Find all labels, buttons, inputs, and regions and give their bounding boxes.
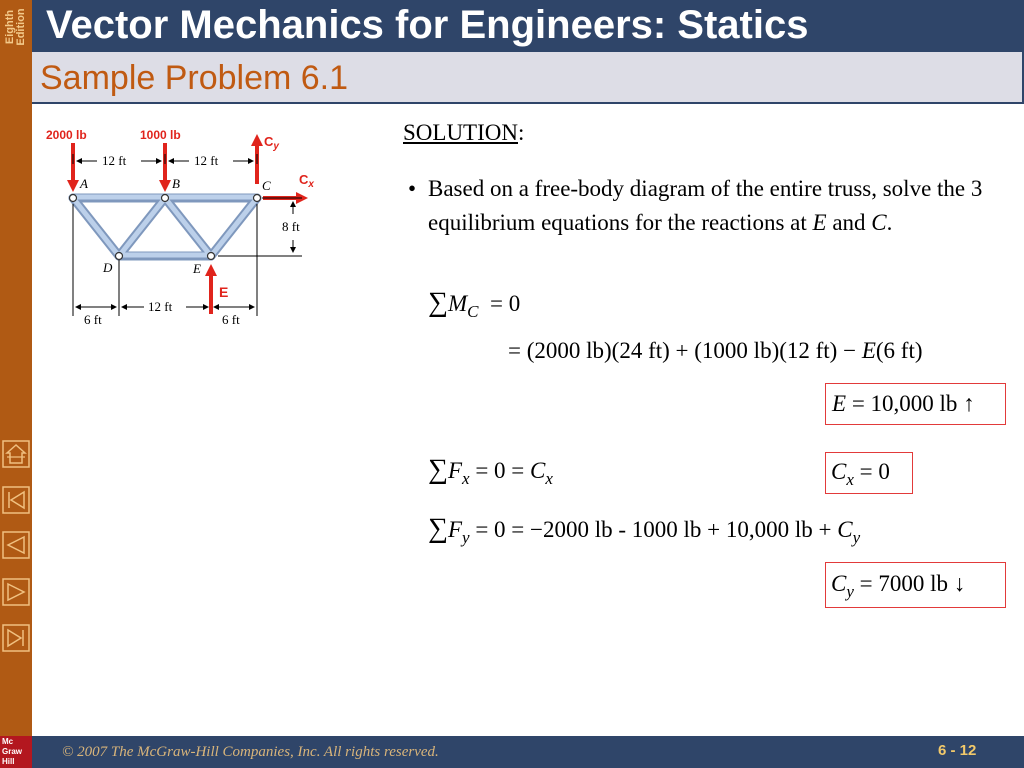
load-label-a: 2000 lb (46, 128, 87, 142)
result-e (832, 389, 975, 419)
eq3-rhs: = 0 = −2000 lb - 1000 lb + 10,000 lb + (469, 517, 838, 542)
joint-a-pin (70, 195, 77, 202)
subtitle-bar (32, 52, 1024, 104)
result3-var: C (831, 571, 847, 596)
last-slide-icon (2, 624, 30, 652)
result-box-cx (825, 452, 913, 494)
solution-heading-colon: : (518, 120, 525, 145)
eq2-var2: C (530, 458, 546, 483)
first-slide-button[interactable] (2, 486, 30, 514)
dim-bottom-left: 6 ft (84, 312, 102, 327)
next-slide-button[interactable] (2, 578, 30, 606)
result1-var: E (832, 391, 847, 416)
result1-rhs: = 10,000 lb ↑ (846, 391, 975, 416)
result2-var: C (831, 459, 847, 484)
eq3-sub: y (462, 528, 470, 547)
reaction-label-cx: $C_x$ (299, 172, 314, 190)
eq3-sub2: y (852, 528, 861, 547)
copyright-notice: © 2007 The McGraw-Hill Companies, Inc. All rights reserved. (62, 744, 439, 760)
sum-symbol-2: ∑ (428, 454, 448, 485)
eq1-line2-b: (6 ft) (875, 338, 923, 363)
joint-c-pin (254, 195, 261, 202)
first-slide-icon (2, 486, 30, 514)
load-label-b: 1000 lb (140, 128, 181, 142)
solution-heading (403, 120, 524, 146)
joint-label-b: B (172, 176, 180, 191)
reaction-label-e: E (219, 284, 229, 300)
eq1-line2-var: E (861, 338, 876, 363)
joint-label-a: A (80, 176, 88, 191)
eq2-sub: x (462, 469, 470, 488)
joint-label-e: E (193, 261, 201, 276)
logo-line-3: Hill (2, 757, 15, 766)
bullet-dot: • (408, 176, 417, 201)
result2-rhs: = 0 (853, 459, 890, 484)
bullet-text-2: and (826, 210, 872, 235)
eq1-sub: C (467, 302, 479, 321)
sum-symbol-3: ∑ (428, 513, 448, 544)
dim-top-right: 12 ft (194, 153, 219, 168)
eq2-var: F (447, 458, 463, 483)
result-box-e (825, 383, 1006, 425)
joint-b-pin (162, 195, 169, 202)
edition-line-1: Eighth (4, 9, 16, 45)
eq2-sub2: x (545, 469, 553, 488)
joint-label-d: D (103, 260, 113, 275)
bullet-var-c: C (871, 210, 887, 235)
slide-subtitle: Sample Problem 6.1 (40, 59, 349, 97)
bullet-text-1: Based on a free-body diagram of the entire truss, solve the 3 equilibrium equations for the reactions at (428, 176, 983, 235)
title-bar (32, 0, 1024, 52)
joint-label-c: C (262, 178, 271, 193)
bullet-var-e: E (812, 210, 827, 235)
next-slide-icon (2, 578, 30, 606)
eq1-rhs: = 0 (489, 291, 521, 316)
mcgraw-hill-logo (0, 736, 32, 768)
eq1-line2-a: = (2000 lb)(24 ft) + (1000 lb)(12 ft) − (508, 338, 862, 363)
edition-line-2: Edition (15, 8, 27, 46)
solution-bullet (408, 172, 1013, 240)
dim-height: 8 ft (282, 219, 300, 234)
joint-e-pin (208, 253, 215, 260)
home-button[interactable] (2, 440, 30, 468)
dim-top-left: 12 ft (102, 153, 127, 168)
dim-bottom-mid: 12 ft (148, 299, 173, 314)
home-icon (2, 440, 30, 468)
truss-diagram (40, 118, 370, 348)
result3-rhs: = 7000 lb ↓ (853, 571, 966, 596)
dim-bottom-right: 6 ft (222, 312, 240, 327)
previous-slide-button[interactable] (2, 531, 30, 559)
result-cy (831, 569, 965, 607)
logo-line-1: Mc (2, 737, 14, 746)
result2-sub: x (846, 470, 854, 489)
last-slide-button[interactable] (2, 624, 30, 652)
sidebar (0, 0, 32, 768)
bullet-text-3: . (886, 210, 893, 235)
page-number: 6 - 12 (938, 742, 977, 759)
eq3-var2: C (837, 517, 853, 542)
previous-slide-icon (2, 531, 30, 559)
footer-bar (32, 736, 1024, 768)
edition-label (0, 0, 32, 64)
sum-symbol-1: ∑ (428, 287, 448, 318)
page-title: Vector Mechanics for Engineers: Statics (46, 3, 809, 47)
fx-equation (428, 455, 553, 494)
result3-sub: y (846, 582, 854, 601)
result-cx (831, 457, 890, 495)
eq1-var: M (447, 291, 468, 316)
result-box-cy (825, 562, 1006, 608)
joint-d-pin (116, 253, 123, 260)
truss-members (73, 198, 257, 256)
moment-equation-expansion (508, 336, 923, 366)
fy-equation (428, 514, 860, 553)
eq2-rhs: = 0 = (469, 458, 531, 483)
moment-equation (428, 288, 520, 327)
reaction-label-cy: $C_y$ (264, 134, 279, 152)
eq3-var: F (447, 517, 463, 542)
solution-heading-text: SOLUTION (403, 120, 518, 145)
logo-line-2: Graw (2, 747, 23, 756)
